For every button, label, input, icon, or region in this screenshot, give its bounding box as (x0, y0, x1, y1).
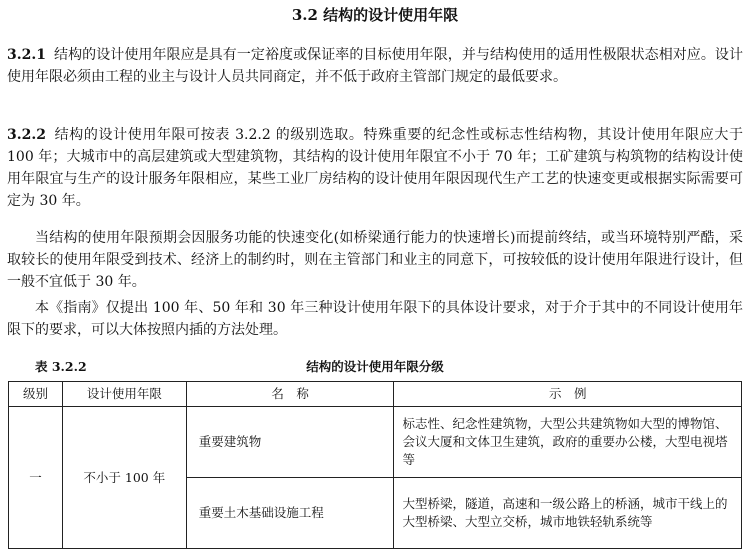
paragraph-text: 结构的设计使用年限可按表 3.2.2 的级别选取。特殊重要的纪念性或标志性结构物，其设计使用年限应大于 100 年；大城市中的高层建筑或大型建筑物，其结构的设计使用年限宜不小于 70 年；工矿建筑与构筑物的结构设计使用年限宜与生产的设计服务年限相应，某些工业厂房结构的设计使用年限因现代生产工艺的快速变更或根据实际需要可定为 30 年。 (7, 127, 743, 209)
cell-example: 大型桥梁，隧道，高速和一级公路上的桥涵，城市干线上的大型桥梁、大型立交桥，城市地铁轻轨系统等 (394, 478, 742, 549)
clause-number: 3.2.1 (7, 47, 46, 63)
table-number: 表 3.2.2 (35, 359, 87, 374)
table-caption (7, 358, 743, 376)
service-life-table (8, 381, 742, 549)
paragraph-3-2-1 (7, 44, 743, 88)
header-years: 设计使用年限 (62, 382, 186, 407)
paragraph-guide-scope: 本《指南》仅提出 100 年、50 年和 30 年三种设计使用年限下的具体设计要求，对于介于其中的不同设计使用年限下的要求，可以大体按照内插的方法处理。 (7, 300, 743, 338)
table-row (9, 407, 742, 478)
paragraph-service-life-note: 当结构的使用年限预期会因服务功能的快速变化(如桥梁通行能力的快速增长)而提前终结，或当环境特别严酷，采取较长的使用年限受到技术、经济上的制约时，则在主管部门和业主的同意下，可按较低的设计使用年限进行设计，但一般不宜低于 30 年。 (7, 230, 743, 290)
cell-example: 标志性、纪念性建筑物，大型公共建筑物如大型的博物馆、会议大厦和文体卫生建筑，政府的重要办公楼，大型电视塔等 (394, 407, 742, 478)
paragraph-text: 结构的设计使用年限应是具有一定裕度或保证率的目标使用年限，并与结构使用的适用性极限状态相对应。设计使用年限必须由工程的业主与设计人员共同商定，并不低于政府主管部门规定的最低要求。 (7, 47, 743, 85)
table-header-row (9, 382, 742, 407)
header-example: 示 例 (394, 382, 742, 407)
cell-level: 一 (9, 407, 63, 549)
table-title: 结构的设计使用年限分级 (306, 359, 444, 374)
paragraph-3-2-2 (7, 124, 743, 212)
clause-number: 3.2.2 (7, 127, 46, 143)
cell-years: 不小于 100 年 (62, 407, 186, 549)
header-level: 级别 (9, 382, 63, 407)
cell-name: 重要土木基础设施工程 (186, 478, 394, 549)
cell-name: 重要建筑物 (186, 407, 394, 478)
header-name: 名 称 (186, 382, 394, 407)
section-title: 3.2 结构的设计使用年限 (291, 6, 459, 24)
